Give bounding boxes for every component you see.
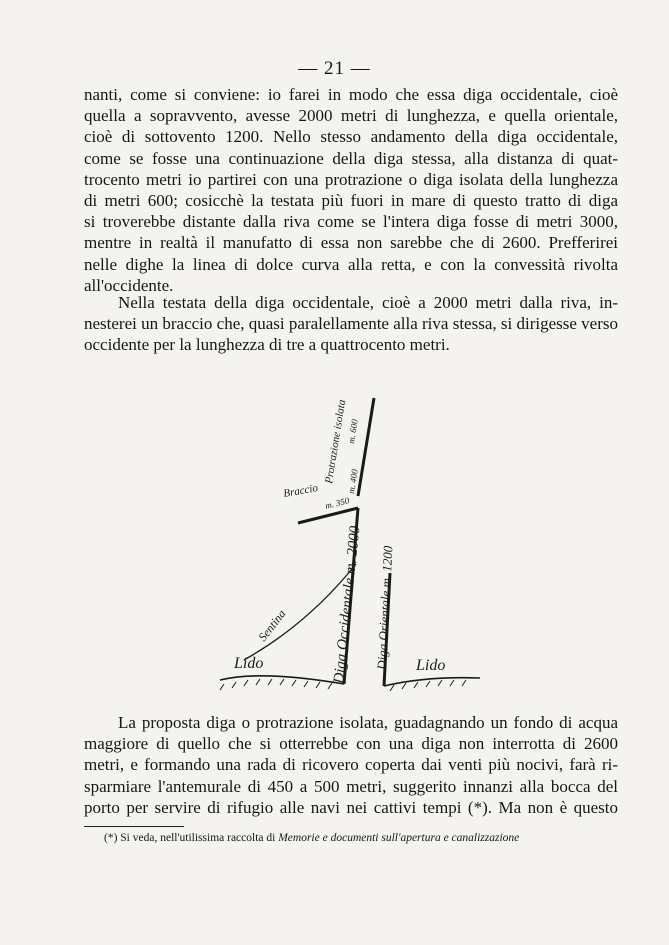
text-line: maggiore di quello che si otterrebbe con una diga non interrotta di 2600 bbox=[84, 734, 618, 754]
text-line: occidente per la lunghezza di tre a quattrocento metri. bbox=[84, 335, 450, 355]
text-line: nelle dighe la linea di dolce curva alla retta, e con la convessità rivolta bbox=[84, 254, 618, 274]
label-lido-right: Lido bbox=[416, 657, 446, 674]
label-braccio: Braccio bbox=[282, 482, 319, 500]
label-m400: m. 400 bbox=[346, 468, 360, 495]
text-line: cioè di sottovento 1200. Nello stesso andamento della diga occidentale, bbox=[84, 127, 618, 147]
label-diga-orientale: Diga Orientale m. 1200 bbox=[374, 545, 396, 671]
footnote bbox=[104, 832, 624, 844]
label-sentina: Sentina bbox=[255, 606, 289, 644]
label-diga-occidentale: Diga Occidentale m. 2000 bbox=[331, 525, 364, 685]
text-line: si troverebbe distante dalla riva come se l'intera diga fosse di metri 3000, bbox=[84, 212, 618, 232]
text-line: metri, e formando una rada di ricovero coperta dai venti più nocivi, farà ri- bbox=[84, 755, 618, 775]
paragraph-3 bbox=[84, 712, 618, 818]
harbor-diagram bbox=[190, 388, 500, 708]
label-m600: m. 600 bbox=[346, 418, 360, 445]
paragraph-2 bbox=[84, 292, 618, 356]
paragraph-1 bbox=[84, 84, 618, 296]
footnote-prefix: (*) Si veda, nell'utilissima raccolta di bbox=[104, 832, 279, 844]
protrazione-line bbox=[358, 398, 374, 496]
text-line: trocento metri io partirei con una protrazione o diga isolata della lunghezza bbox=[84, 169, 618, 189]
text-line: all'occidente. bbox=[84, 275, 174, 295]
text-line: sparmiare l'antemurale di 450 a 500 metri, suggerito innanzi alla bocca del bbox=[84, 776, 618, 796]
text-line: di metri 600; cosicchè la testata più fuori in mare di questo tratto di diga bbox=[84, 191, 618, 211]
text-line: porto per servire di rifugio alle navi nei cattivi tempi (*). Ma non è questo bbox=[84, 797, 618, 817]
footnote-divider bbox=[84, 826, 184, 827]
text-line: quella a sopravvento, avesse 2000 metri di lunghezza, e quella orientale, bbox=[84, 106, 618, 126]
footnote-title: Memorie e documenti sull'apertura e canalizzazione bbox=[278, 832, 520, 844]
label-m350: m. 350 bbox=[324, 495, 351, 511]
text-line: nanti, come si conviene: io farei in modo che essa diga occidentale, cioè bbox=[84, 85, 618, 104]
shore-right bbox=[384, 678, 480, 686]
text-line: come se fosse una continuazione della diga stessa, alla distanza di quat- bbox=[84, 148, 618, 168]
label-protrazione: Protrazione isolata bbox=[323, 398, 349, 485]
text-line: mentre in realtà il manufatto di essa non sarebbe che di 2600. Prefferirei bbox=[84, 233, 618, 253]
text-line: nesterei un braccio che, quasi paralellamente alla riva stessa, si dirigesse verso bbox=[84, 314, 618, 334]
text-line: La proposta diga o protrazione isolata, guadagnando un fondo di acqua bbox=[118, 713, 618, 732]
text-line: Nella testata della diga occidentale, cioè a 2000 metri dalla riva, in- bbox=[118, 293, 618, 312]
label-lido-left: Lido bbox=[234, 655, 264, 672]
page-number: — 21 — bbox=[298, 58, 371, 79]
